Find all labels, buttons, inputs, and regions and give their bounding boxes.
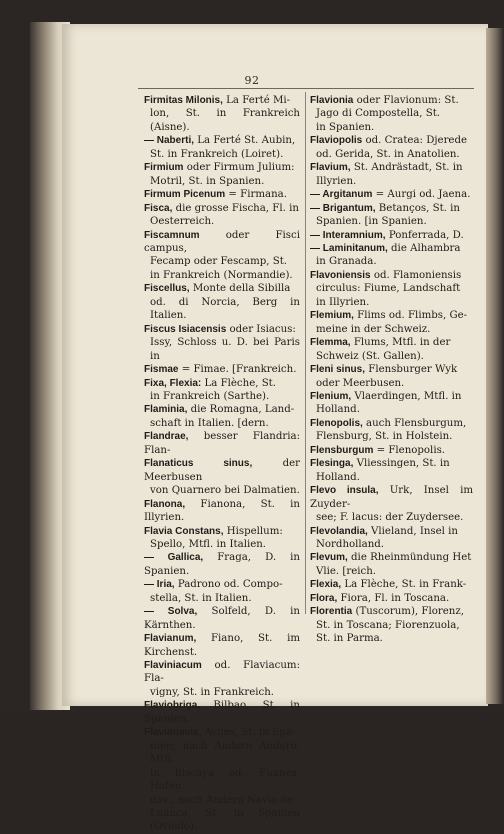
entry-text: Fecamp oder Fescamp, St. (150, 256, 288, 268)
entry-headword: Firmium (144, 162, 184, 174)
entry-headword: Fixa, Flexia: (144, 377, 202, 389)
dictionary-entry (144, 188, 300, 201)
entry-headword: Flensburgum (310, 444, 374, 456)
entry-headword: Flaminia, (144, 404, 188, 416)
entry-headword: Firmum Picenum (144, 189, 226, 201)
right-column (310, 94, 473, 646)
dictionary-entry (310, 134, 473, 161)
entry-text: Spello, Mtfl. in Italien. (150, 538, 267, 550)
entry-text: Flims od. Flimbs, Ge- (353, 310, 468, 322)
entry-text: Bilbao, St. in Spanien. (144, 700, 300, 725)
dictionary-entry (144, 457, 300, 497)
entry-headword: Flevolandia, (310, 525, 368, 537)
dictionary-entry (310, 269, 473, 309)
entry-text: die Romagna, Land- (187, 404, 295, 416)
entry-text: Issy, Schloss u. D. bei Paris in (150, 337, 300, 362)
entry-headword: Flevum, (310, 552, 348, 564)
entry-text: in Illyrien. (316, 296, 370, 308)
dictionary-entry (310, 551, 473, 578)
entry-headword: Fiscellus, (144, 283, 190, 295)
entry-text: see; F. lacus: der Zuydersee. (316, 512, 464, 524)
entry-text: stella, St. in Italien. (150, 592, 252, 604)
entry-headword: Flevo insula, (310, 485, 379, 497)
dictionary-entry (310, 605, 473, 645)
entry-text: Hispellum: (223, 525, 283, 537)
entry-text: St. in Toscana; Fiorenzuola, (316, 619, 460, 631)
entry-text: in Frankreich (Normandie). (150, 269, 293, 281)
entry-text: oder Firmum Julium: (183, 162, 295, 174)
entry-text: Holland. (316, 404, 360, 416)
entry-text: oder Fisci campus, (144, 229, 300, 254)
entry-text: La Flèche, St. (201, 377, 277, 389)
dictionary-entry (144, 202, 300, 229)
entry-text: (Tuscorum), Florenz, (352, 606, 464, 618)
dictionary-entry (144, 134, 300, 161)
entry-headword: Firmitas Milonis, (144, 95, 223, 106)
entry-headword: Flaviniacum (144, 660, 202, 672)
dictionary-entry (144, 699, 300, 726)
entry-headword: Flemma, (310, 337, 351, 349)
entry-headword: Flenopolis, (310, 417, 363, 429)
entry-text: in Biscaya od. Fuanes, Hafen (150, 767, 300, 793)
entry-headword: Flesinga, (310, 458, 354, 470)
dictionary-entry (310, 390, 473, 417)
entry-text: oder Isiacus: (226, 323, 296, 335)
dictionary-entry (144, 403, 300, 430)
dictionary-entry (310, 242, 473, 269)
entry-text: Padrono od. Compo- (174, 579, 283, 591)
entry-text: der Meerbusen (144, 458, 300, 483)
entry-text: Betanços, St. in (375, 202, 460, 214)
entry-headword: — Iria, (144, 579, 175, 591)
entry-text: Fianona, St. in Illyrien. (144, 498, 300, 524)
dictionary-entry (144, 525, 300, 552)
dictionary-entry (144, 229, 300, 283)
entry-text: die Alhambra (387, 242, 461, 254)
left-column (144, 94, 300, 834)
entry-text: circulus: Fiume, Landschaft (316, 283, 461, 295)
entry-headword: Fiscus Isiacensis (144, 323, 227, 335)
dictionary-entry (144, 659, 300, 699)
entry-headword: Flexia, (310, 579, 342, 591)
dictionary-entry (310, 161, 473, 188)
entry-text: od. Flaviacum: Fla- (144, 660, 300, 685)
dictionary-entry (310, 457, 473, 484)
entry-text: Fraga, D. in Spanien. (144, 552, 300, 577)
entry-headword: — Solva, (144, 606, 198, 618)
entry-text: La Ferté St. Aubin, (194, 135, 296, 147)
entry-text: = Flenopolis. (373, 444, 446, 456)
dictionary-entry (310, 444, 473, 457)
entry-text: Aviles, St. in Spa- (201, 727, 296, 739)
entry-text: in Spanien. (316, 121, 375, 133)
entry-headword: Florentia (310, 606, 353, 618)
entry-headword: Flavionia (310, 95, 354, 106)
dictionary-entry (310, 202, 473, 229)
dictionary-entry (310, 484, 473, 524)
entry-headword: Flemium, (310, 310, 354, 322)
entry-headword: Flavoniensis (310, 269, 371, 281)
entry-text: Spanien. [in Spanien. (316, 216, 427, 228)
dictionary-entry (310, 578, 473, 591)
entry-text: Urk, Insel im Zuyder- (310, 485, 473, 510)
column-divider (305, 92, 306, 614)
page-edge (486, 28, 504, 704)
dictionary-entry (144, 632, 300, 659)
entry-headword: Flanona, (144, 498, 186, 510)
entry-text: oder Flavionum: St. (353, 95, 459, 106)
entry-text: Illyrien. (316, 175, 357, 187)
entry-headword: Fleni sinus, (310, 364, 366, 376)
entry-text: in Frankreich (Sarthe). (150, 390, 270, 402)
entry-text: Vliessingen, St. in (353, 458, 450, 470)
entry-text: lon, St. in Frankreich (Aisne). (150, 108, 300, 133)
entry-text: auch Flensburgum, (362, 417, 467, 429)
entry-headword: — Interamnium, (310, 229, 386, 241)
dictionary-entry (144, 605, 300, 632)
entry-text: La Ferté Mi- (222, 95, 291, 106)
entry-headword: Flora, (310, 592, 338, 604)
dictionary-entry (144, 551, 300, 578)
entry-text: Jago di Compostella, St. (316, 108, 441, 120)
entry-text: Flensburg, St. in Holstein. (316, 431, 453, 443)
entry-text: meine in der Schweiz. (316, 323, 431, 335)
dictionary-entry (144, 578, 300, 605)
entry-headword: Fismae (144, 364, 179, 376)
entry-text: besser Flandria: Flan- (144, 431, 300, 456)
dictionary-entry (144, 323, 300, 363)
entry-text: nien; nach Andern Andero, Mtfl. (150, 740, 300, 766)
entry-text: Fiora, Fl. in Toscana. (337, 592, 450, 604)
entry-text: = Fimae. [Frankreich. (178, 364, 297, 376)
entry-text: od. Flamoniensis (370, 269, 462, 281)
entry-text: in Granada. (316, 256, 377, 268)
entry-text: Holland. (316, 471, 360, 483)
entry-text: La Flèche, St. in Frank- (341, 579, 467, 591)
entry-headword: — Naberti, (144, 135, 195, 147)
entry-headword: Flaviopolis (310, 135, 363, 147)
dictionary-entry (310, 363, 473, 390)
dictionary-entry (310, 94, 473, 134)
entry-text: Vlieland, Insel in (367, 525, 458, 537)
dictionary-entry (310, 525, 473, 552)
entry-headword: Flenium, (310, 390, 352, 402)
entry-text: Solfeld, D. in Kärnthen. (144, 606, 300, 631)
entry-text: Vlaerdingen, Mtfl. in (351, 390, 462, 402)
entry-text: vigny, St. in Frankreich. (150, 686, 274, 698)
entry-text: von Quarnero bei Dalmatien. (150, 485, 300, 497)
dictionary-entry (144, 161, 300, 188)
entry-headword: Flavionavia, (144, 727, 202, 739)
entry-headword: Fisca, (144, 202, 173, 214)
dictionary-entry (144, 282, 300, 322)
dictionary-entry (144, 430, 300, 457)
entry-text: Schweiz (St. Gallen). (316, 350, 424, 362)
dictionary-entry (310, 188, 473, 201)
entry-text: Flums, Mtfl. in der (350, 337, 451, 349)
entry-text: od. Gerida, St. in Anatolien. (316, 148, 460, 160)
entry-headword: Flavianum, (144, 633, 197, 645)
entry-text: St. in Parma. (316, 633, 383, 645)
entry-text: Motril, St. in Spanien. (150, 175, 265, 187)
entry-text: od. di Norcia, Berg in Italien. (150, 296, 300, 322)
dictionary-entry (310, 417, 473, 444)
dictionary-entry (310, 336, 473, 363)
entry-text: schaft in Italien. [dern. (150, 417, 269, 429)
dictionary-entry (144, 726, 300, 834)
entry-text: Monte della Sibilla (189, 283, 291, 295)
entry-text: die grosse Fischa, Fl. in (172, 202, 299, 214)
entry-headword: Flavia Constans, (144, 525, 224, 537)
entry-text: Ponferrada, D. (385, 229, 464, 241)
entry-text: Vlie. [reich. (316, 565, 377, 577)
entry-text: Nordholland. (316, 538, 385, 550)
dictionary-entry (144, 94, 300, 134)
entry-text: Oesterreich. (150, 216, 215, 228)
entry-text: St. Andrästadt, St. in (350, 162, 463, 174)
entry-headword: — Gallica, (144, 552, 204, 564)
dictionary-entry (144, 377, 300, 404)
entry-headword: — Laminitanum, (310, 242, 388, 254)
dictionary-entry (310, 309, 473, 336)
header-rule (138, 88, 474, 89)
entry-text: das.; nach Andern Navia de (150, 794, 293, 806)
entry-text: die Rheinmündung Het (347, 552, 472, 564)
entry-headword: Fiscamnum (144, 229, 200, 241)
entry-text: Luanca, St. in Spanien (Oviedo). (150, 808, 300, 833)
entry-headword: Flaviobriga, (144, 700, 201, 712)
entry-headword: — Argitanum (310, 189, 373, 201)
entry-headword: Flandrae, (144, 431, 189, 443)
page-number: 92 (244, 74, 260, 87)
dictionary-entry (144, 363, 300, 376)
dictionary-entry (310, 229, 473, 242)
entry-text: od. Cratea: Djerede (362, 135, 468, 147)
entry-text: = Aurgi od. Jaena. (372, 189, 471, 201)
entry-text: = Firmana. (225, 189, 287, 201)
entry-text: oder Meerbusen. (316, 377, 405, 389)
entry-text: Flensburger Wyk (365, 364, 458, 376)
entry-text: St. in Frankreich (Loiret). (150, 148, 284, 160)
entry-text: Fiano, St. im Kirchenst. (144, 633, 300, 658)
entry-headword: — Brigantum, (310, 202, 376, 214)
dictionary-entry (144, 498, 300, 525)
entry-headword: Flanaticus sinus, (144, 458, 253, 470)
dictionary-entry (310, 592, 473, 605)
entry-headword: Flavium, (310, 162, 351, 174)
